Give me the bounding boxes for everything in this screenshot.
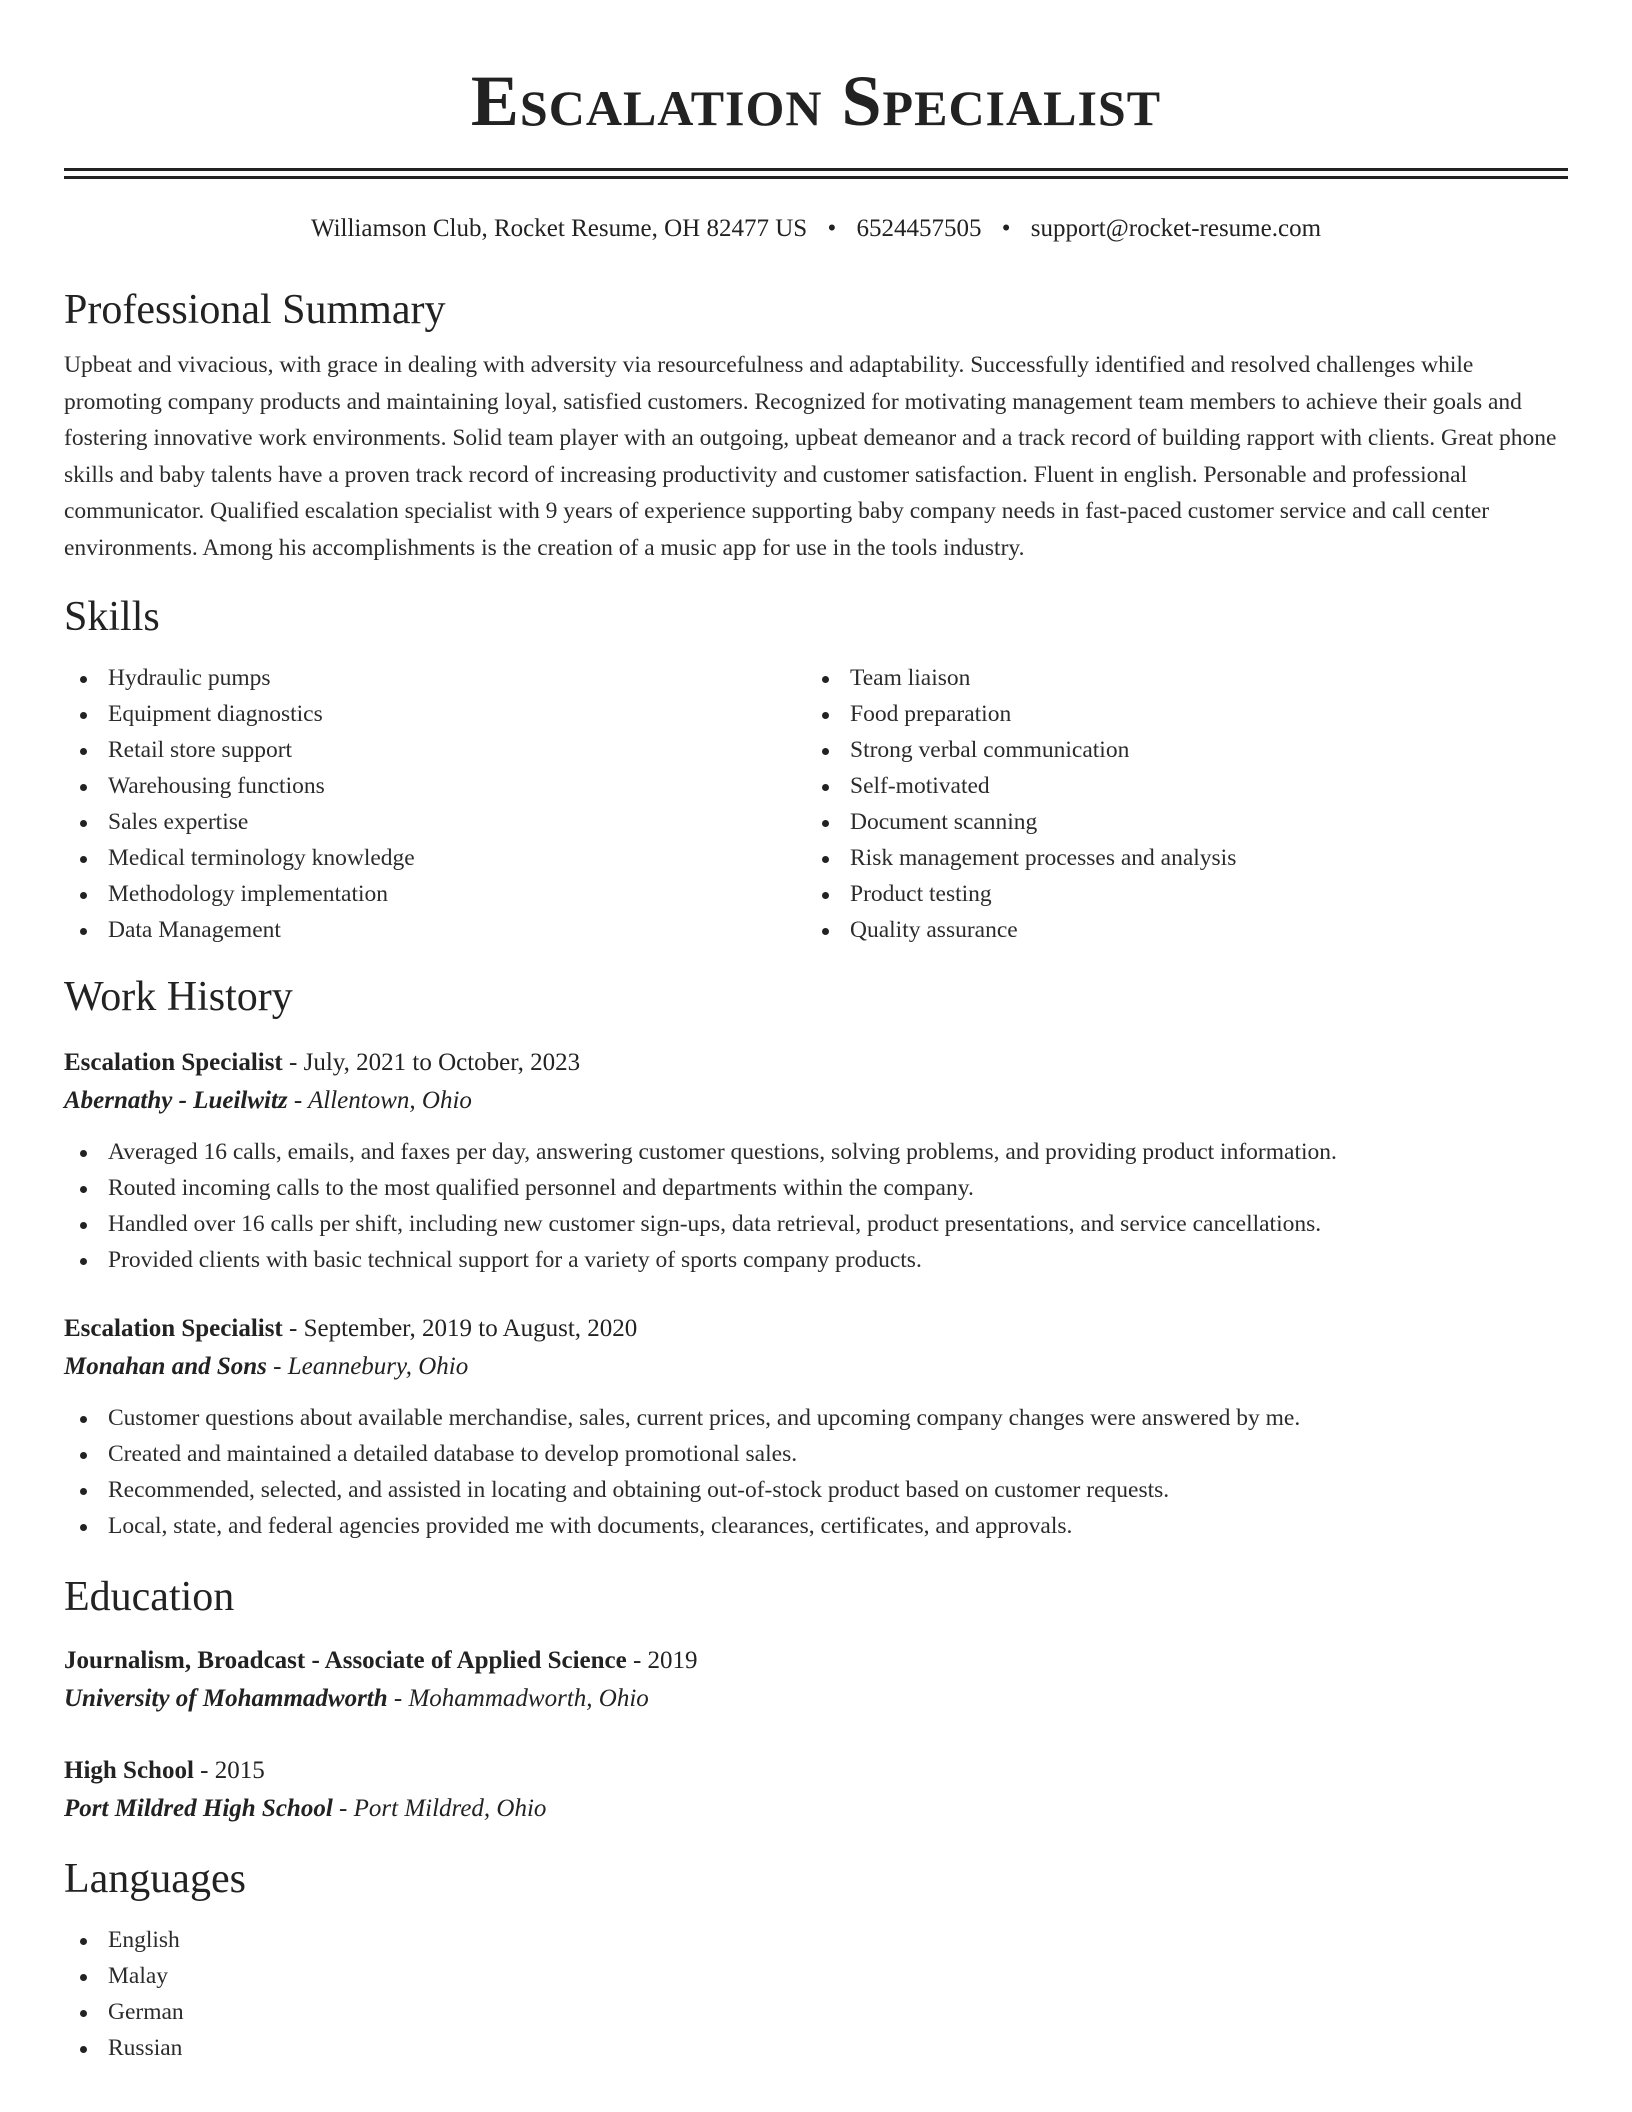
job-company-line [64, 1348, 1568, 1386]
job-location: - Leannebury, Ohio [266, 1353, 469, 1380]
skill-item: Self-motivated [806, 768, 1548, 804]
contact-separator: • [1001, 215, 1011, 242]
education-location: - Mohammadworth, Ohio [387, 1685, 649, 1712]
job-bullet: Provided clients with basic technical support for a variety of sports company products. [64, 1242, 1568, 1278]
work-history-heading: Work History [64, 974, 293, 1020]
education-degree: Journalism, Broadcast - Associate of Applied Science [64, 1647, 627, 1674]
job-dates: - July, 2021 to October, 2023 [282, 1049, 581, 1076]
job-bullet: Handled over 16 calls per shift, including new customer sign-ups, data retrieval, product presentations, and service cancellations. [64, 1206, 1568, 1242]
job-bullets [64, 1134, 1568, 1278]
education-heading: Education [64, 1574, 235, 1620]
job-bullet: Recommended, selected, and assisted in locating and obtaining out-of-stock product based on customer requests. [64, 1472, 1568, 1508]
education-degree-line [64, 1752, 1568, 1790]
contact-separator: • [827, 215, 837, 242]
skill-item: Product testing [806, 876, 1548, 912]
job-company: Monahan and Sons [64, 1353, 267, 1380]
skills-column-left [64, 660, 806, 948]
job-location: - Allentown, Ohio [287, 1087, 472, 1114]
contact-line [64, 213, 1568, 245]
job-bullet: Routed incoming calls to the most qualified personnel and departments within the company. [64, 1170, 1568, 1206]
job-company-line [64, 1082, 1568, 1120]
education-year: - 2019 [626, 1647, 698, 1674]
skill-item: Document scanning [806, 804, 1548, 840]
education-location: - Port Mildred, Ohio [332, 1795, 547, 1822]
skill-item: Retail store support [64, 732, 806, 768]
job-role: Escalation Specialist [64, 1315, 283, 1342]
contact-address: Williamson Club, Rocket Resume, OH 82477 US [310, 215, 808, 242]
job-company: Abernathy - Lueilwitz [64, 1087, 288, 1114]
education-school: Port Mildred High School [64, 1795, 333, 1822]
job-entry [64, 1310, 1568, 1544]
header-divider [64, 168, 1568, 179]
skill-item: Food preparation [806, 696, 1548, 732]
job-dates: - September, 2019 to August, 2020 [282, 1315, 638, 1342]
language-item: English [64, 1922, 1568, 1958]
language-item: German [64, 1994, 1568, 2030]
skill-item: Medical terminology knowledge [64, 840, 806, 876]
job-title-line [64, 1044, 1568, 1082]
summary-text: Upbeat and vivacious, with grace in dealing with adversity via resourcefulness and adaptability. Successfully identified and resolved challenges while promoting company products and maintaining loyal, satisfied customers. Recognized for motivating management team members to achieve their goals and fostering innovative work environments. Solid team player with an outgoing, upbeat demeanor and a track record of building rapport with clients. Great phone skills and baby talents have a proven track record of increasing productivity and customer satisfaction. Fluent in english. Personable and professional communicator. Qualified escalation specialist with 9 years of experience supporting baby company needs in fast-paced customer service and call center environments. Among his accomplishments is the creation of a music app for use in the tools industry. [64, 352, 1557, 561]
education-school: University of Mohammadworth [64, 1685, 388, 1712]
skill-item: Strong verbal communication [806, 732, 1548, 768]
job-bullet: Created and maintained a detailed database to develop promotional sales. [64, 1436, 1568, 1472]
contact-email: support@rocket-resume.com [1030, 215, 1322, 242]
education-degree-line [64, 1642, 1568, 1680]
skill-item: Hydraulic pumps [64, 660, 806, 696]
languages-heading: Languages [64, 1856, 246, 1902]
skills-column-right [806, 660, 1548, 948]
language-item: Malay [64, 1958, 1568, 1994]
job-title-line [64, 1310, 1568, 1348]
job-bullet: Local, state, and federal agencies provided me with documents, clearances, certificates, and approvals. [64, 1508, 1568, 1544]
summary-heading: Professional Summary [64, 287, 446, 333]
skill-item: Warehousing functions [64, 768, 806, 804]
skill-item: Equipment diagnostics [64, 696, 806, 732]
education-entry [64, 1752, 1568, 1828]
skill-item: Methodology implementation [64, 876, 806, 912]
job-role: Escalation Specialist [64, 1049, 283, 1076]
resume-name: Escalation Specialist [470, 61, 1162, 141]
education-entry [64, 1642, 1568, 1718]
job-bullet: Averaged 16 calls, emails, and faxes per day, answering customer questions, solving problems, and providing product information. [64, 1134, 1568, 1170]
skill-item: Sales expertise [64, 804, 806, 840]
skills-heading: Skills [64, 594, 160, 640]
education-school-line [64, 1680, 1568, 1718]
skill-item: Team liaison [806, 660, 1548, 696]
job-bullet: Customer questions about available merchandise, sales, current prices, and upcoming company changes were answered by me. [64, 1400, 1568, 1436]
job-entry [64, 1044, 1568, 1278]
skills-list [64, 660, 1568, 948]
contact-phone: 6524457505 [856, 215, 982, 242]
skill-item: Quality assurance [806, 912, 1548, 948]
education-degree: High School [64, 1757, 194, 1784]
language-item: Russian [64, 2030, 1568, 2066]
education-school-line [64, 1790, 1568, 1828]
languages-list [64, 1922, 1568, 2066]
skill-item: Data Management [64, 912, 806, 948]
education-year: - 2015 [193, 1757, 265, 1784]
job-bullets [64, 1400, 1568, 1544]
skill-item: Risk management processes and analysis [806, 840, 1548, 876]
